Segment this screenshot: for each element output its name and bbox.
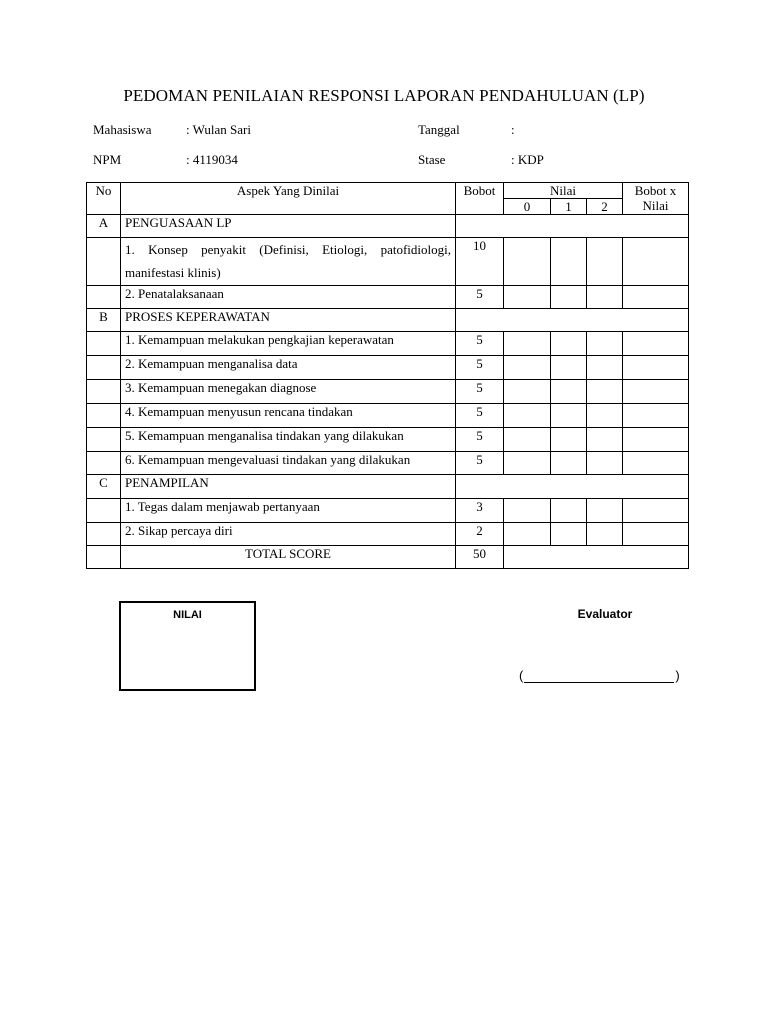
header-bobot-x-nilai-line1: Bobot x	[634, 183, 677, 198]
npm-label: NPM	[93, 152, 122, 167]
nilai-2-cell[interactable]	[587, 332, 623, 356]
nilai-2-cell[interactable]	[587, 286, 623, 309]
nilai-2-cell[interactable]	[587, 356, 623, 380]
nilai-1-cell[interactable]	[551, 452, 587, 475]
bobot-x-nilai-cell[interactable]	[623, 404, 689, 428]
nilai-1-cell[interactable]	[551, 356, 587, 380]
tanggal-value: :	[511, 122, 515, 137]
header-bobot-x-nilai	[623, 183, 689, 215]
nilai-1-cell[interactable]	[551, 404, 587, 428]
empty-cell	[87, 404, 121, 428]
bobot-cell: 5	[456, 332, 504, 356]
nilai-1-cell[interactable]	[551, 428, 587, 452]
table-row	[87, 356, 689, 380]
empty-cell	[456, 215, 689, 238]
signature-close-paren: )	[675, 668, 680, 683]
empty-cell	[87, 452, 121, 475]
table-row	[87, 523, 689, 546]
empty-cell	[456, 475, 689, 499]
nilai-1-cell[interactable]	[551, 332, 587, 356]
bobot-cell: 5	[456, 452, 504, 475]
table-row	[87, 332, 689, 356]
nilai-2-cell[interactable]	[587, 499, 623, 523]
bobot-x-nilai-cell[interactable]	[623, 356, 689, 380]
empty-cell	[87, 428, 121, 452]
bobot-cell: 10	[456, 238, 504, 286]
header-aspek: Aspek Yang Dinilai	[121, 183, 456, 215]
empty-cell	[456, 309, 689, 332]
empty-cell	[87, 332, 121, 356]
bobot-cell: 5	[456, 380, 504, 404]
total-label: TOTAL SCORE	[121, 546, 456, 569]
header-nilai-1: 1	[551, 199, 587, 215]
signature-line	[524, 668, 674, 683]
table-row	[87, 452, 689, 475]
header-bobot-x-nilai-line2: Nilai	[642, 198, 669, 213]
form-title: PEDOMAN PENILAIAN RESPONSI LAPORAN PENDAHULUAN (LP)	[123, 86, 645, 105]
nilai-0-cell[interactable]	[504, 380, 551, 404]
empty-cell	[87, 356, 121, 380]
aspek-cell: 2. Kemampuan menganalisa data	[121, 356, 456, 380]
nilai-0-cell[interactable]	[504, 404, 551, 428]
nilai-1-cell[interactable]	[551, 286, 587, 309]
nilai-box-label: NILAI	[173, 609, 202, 621]
header-bobot: Bobot	[456, 183, 504, 215]
nilai-2-cell[interactable]	[587, 380, 623, 404]
nilai-2-cell[interactable]	[587, 404, 623, 428]
stase-value: : KDP	[511, 152, 544, 167]
nilai-0-cell[interactable]	[504, 523, 551, 546]
total-bobot: 50	[456, 546, 504, 569]
section-row	[87, 309, 689, 332]
empty-cell	[87, 523, 121, 546]
aspek-cell: 2. Sikap percaya diri	[121, 523, 456, 546]
bobot-cell: 5	[456, 428, 504, 452]
empty-cell	[87, 286, 121, 309]
header-nilai-0: 0	[504, 199, 551, 215]
section-row	[87, 215, 689, 238]
nilai-0-cell[interactable]	[504, 499, 551, 523]
section-no: A	[87, 215, 121, 238]
aspek-cell: 4. Kemampuan menyusun rencana tindakan	[121, 404, 456, 428]
empty-cell	[87, 238, 121, 286]
total-row	[87, 546, 689, 569]
bobot-x-nilai-cell[interactable]	[623, 332, 689, 356]
aspek-cell: 1. Kemampuan melakukan pengkajian keperawatan	[121, 332, 456, 356]
section-title: PENAMPILAN	[121, 475, 456, 499]
mahasiswa-label: Mahasiswa	[93, 122, 152, 137]
aspek-cell: 5. Kemampuan menganalisa tindakan yang dilakukan	[121, 428, 456, 452]
table-row	[87, 428, 689, 452]
nilai-0-cell[interactable]	[504, 428, 551, 452]
header-no: No	[87, 183, 121, 215]
empty-cell	[87, 546, 121, 569]
table-row	[87, 404, 689, 428]
table-row	[87, 238, 689, 286]
nilai-0-cell[interactable]	[504, 356, 551, 380]
section-title: PENGUASAAN LP	[121, 215, 456, 238]
evaluator-label: Evaluator	[577, 607, 633, 621]
npm-value: : 4119034	[186, 152, 238, 167]
stase-label: Stase	[418, 152, 446, 167]
table-row	[87, 380, 689, 404]
aspek-cell: 6. Kemampuan mengevaluasi tindakan yang dilakukan	[121, 452, 456, 475]
nilai-2-cell[interactable]	[587, 452, 623, 475]
nilai-1-cell[interactable]	[551, 523, 587, 546]
assessment-table	[86, 182, 689, 569]
tanggal-label: Tanggal	[418, 122, 460, 137]
bobot-cell: 5	[456, 286, 504, 309]
bobot-x-nilai-cell[interactable]	[623, 523, 689, 546]
aspek-cell: 2. Penatalaksanaan	[121, 286, 456, 309]
table-row	[87, 499, 689, 523]
section-row	[87, 475, 689, 499]
empty-cell	[87, 380, 121, 404]
aspek-cell: 3. Kemampuan menegakan diagnose	[121, 380, 456, 404]
bobot-cell: 2	[456, 523, 504, 546]
total-nilai-cell[interactable]	[504, 546, 689, 569]
aspek-cell: 1. Konsep penyakit (Definisi, Etiologi, patofidiologi, manifestasi klinis)	[121, 238, 456, 286]
section-title: PROSES KEPERAWATAN	[121, 309, 456, 332]
section-no: B	[87, 309, 121, 332]
mahasiswa-value: : Wulan Sari	[186, 122, 251, 137]
bobot-x-nilai-cell[interactable]	[623, 499, 689, 523]
header-row	[87, 183, 689, 199]
nilai-0-cell[interactable]	[504, 286, 551, 309]
bobot-x-nilai-cell[interactable]	[623, 452, 689, 475]
nilai-0-cell[interactable]	[504, 238, 551, 286]
nilai-0-cell[interactable]	[504, 332, 551, 356]
bobot-x-nilai-cell[interactable]	[623, 238, 689, 286]
nilai-2-cell[interactable]	[587, 238, 623, 286]
section-no: C	[87, 475, 121, 499]
nilai-2-cell[interactable]	[587, 523, 623, 546]
header-nilai-2: 2	[587, 199, 623, 215]
evaluator-signature[interactable]	[519, 668, 680, 683]
bobot-cell: 5	[456, 356, 504, 380]
bobot-x-nilai-cell[interactable]	[623, 286, 689, 309]
nilai-box[interactable]	[119, 601, 256, 691]
bobot-x-nilai-cell[interactable]	[623, 380, 689, 404]
table-row	[87, 286, 689, 309]
header-nilai: Nilai	[504, 183, 623, 199]
bobot-cell: 5	[456, 404, 504, 428]
empty-cell	[87, 499, 121, 523]
bobot-x-nilai-cell[interactable]	[623, 428, 689, 452]
aspek-cell: 1. Tegas dalam menjawab pertanyaan	[121, 499, 456, 523]
nilai-0-cell[interactable]	[504, 452, 551, 475]
nilai-1-cell[interactable]	[551, 380, 587, 404]
signature-open-paren: (	[519, 668, 524, 683]
bobot-cell: 3	[456, 499, 504, 523]
nilai-1-cell[interactable]	[551, 238, 587, 286]
nilai-1-cell[interactable]	[551, 499, 587, 523]
nilai-2-cell[interactable]	[587, 428, 623, 452]
